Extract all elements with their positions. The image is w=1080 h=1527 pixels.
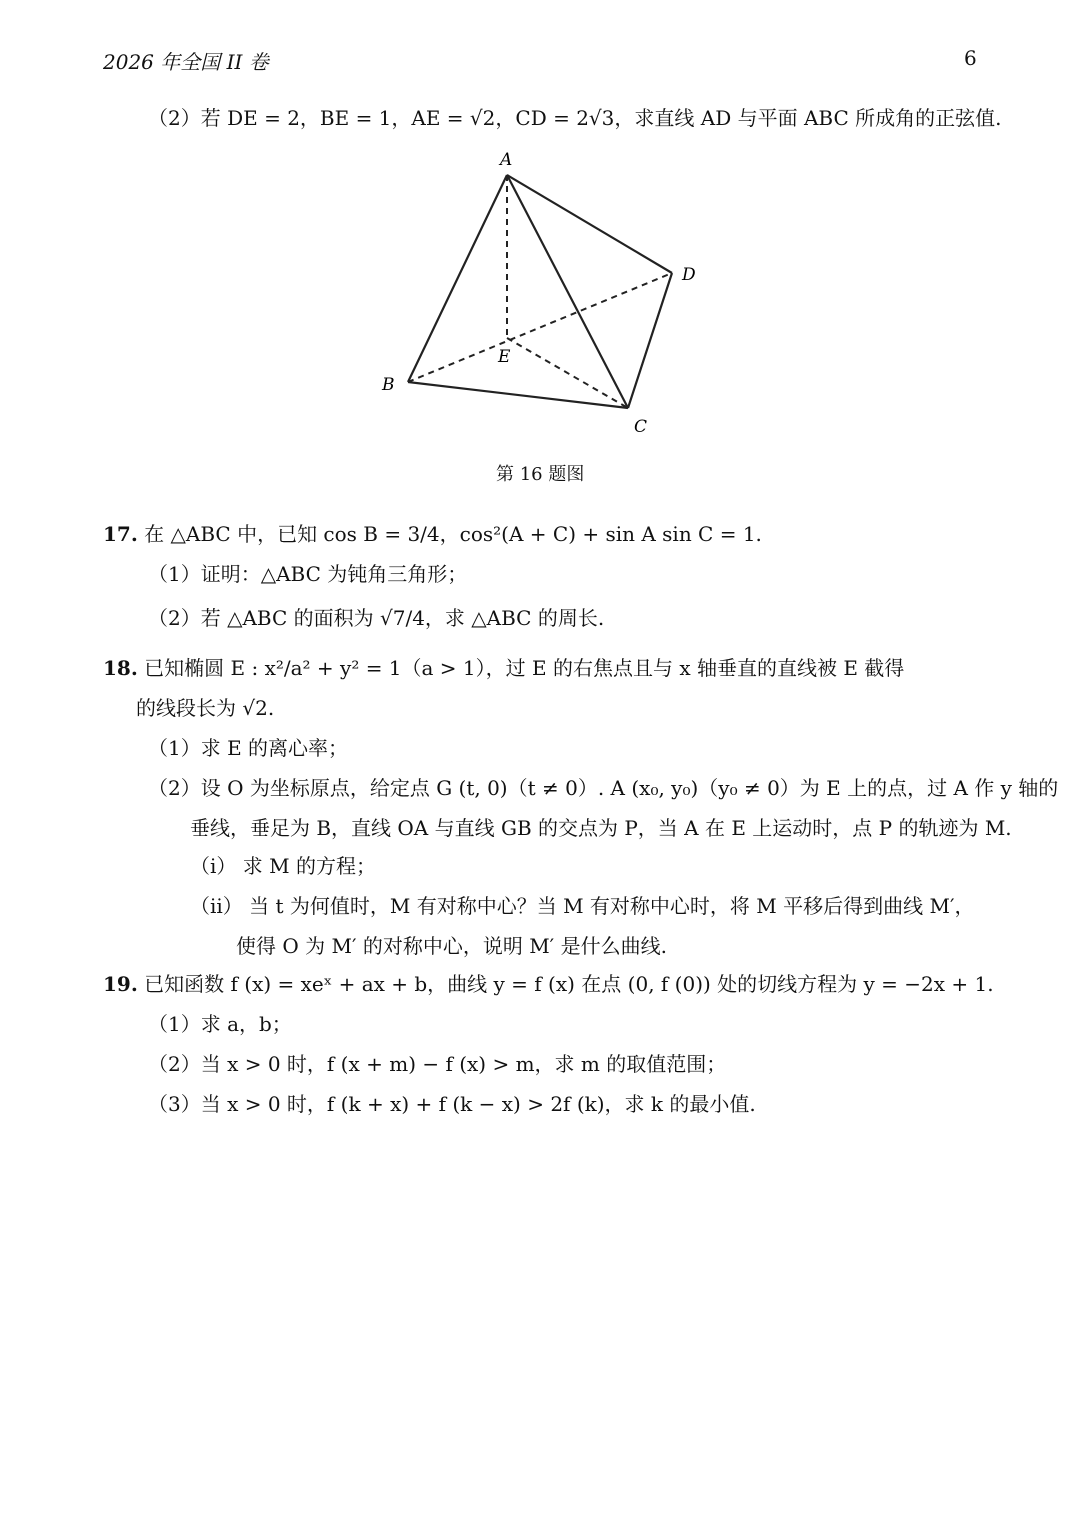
page-number: 6 (964, 46, 977, 70)
q17-number: 17. (103, 522, 138, 546)
figure-caption: 第 16 题图 (496, 464, 585, 485)
q18-part2-line1: （2）设 O 为坐标原点，给定点 G (t, 0)（t ≠ 0）. A (x₀, y₀)（y₀ ≠ 0）为 E 上的点，过 A 作 y 轴的 (148, 776, 1059, 800)
q18-stem-line1: 已知椭圆 E : x²/a² + y² = 1（a > 1），过 E 的右焦点且与 x 轴垂直的直线被 E 截得 (144, 656, 905, 680)
tetrahedron-figure (370, 140, 710, 440)
page-header-title: 2026 年全国 II 卷 (103, 50, 269, 74)
q19-number: 19. (103, 972, 138, 996)
label-b: B (382, 375, 395, 395)
label-d: D (682, 265, 696, 285)
q18-part2-line2: 垂线，垂足为 B，直线 OA 与直线 GB 的交点为 P，当 A 在 E 上运动时，点 P 的轨迹为 M. (190, 816, 1012, 840)
label-e: E (498, 347, 511, 367)
q17-stem: 在 △ABC 中，已知 cos B = 3/4，cos²(A + C) + sin A sin C = 1. (144, 522, 762, 546)
q18-part1: （1）求 E 的离心率； (148, 736, 349, 760)
q18-stem-row (103, 654, 904, 682)
q16-part2: （2）若 DE = 2，BE = 1，AE = √2，CD = 2√3，求直线 AD 与平面 ABC 所成角的正弦值. (148, 106, 1002, 130)
q18-stem-line2: 的线段长为 √2. (136, 696, 275, 720)
edge-ab (408, 175, 507, 382)
edge-dc (628, 273, 672, 408)
edge-bd (408, 273, 672, 382)
label-c: C (634, 417, 648, 437)
label-a: A (500, 150, 513, 170)
q17-stem-row (103, 520, 762, 548)
q19-part3: （3）当 x > 0 时，f (k + x) + f (k − x) > 2f (k)，求 k 的最小值. (148, 1092, 756, 1116)
q17-part2: （2）若 △ABC 的面积为 √7/4，求 △ABC 的周长. (148, 606, 605, 630)
q18-sub-i: （i） 求 M 的方程； (190, 854, 376, 878)
q18-sub-ii-line2: 使得 O 为 M′ 的对称中心，说明 M′ 是什么曲线. (236, 934, 667, 958)
q19-part2: （2）当 x > 0 时，f (x + m) − f (x) > m，求 m 的取值范围； (148, 1052, 727, 1076)
q18-number: 18. (103, 656, 138, 680)
q19-stem-row (103, 970, 994, 998)
edge-bc (408, 382, 628, 408)
q17-part1: （1）证明：△ABC 为钝角三角形； (148, 562, 468, 586)
q19-part1: （1）求 a，b； (148, 1012, 292, 1036)
q18-sub-ii-line1: （ii） 当 t 为何值时，M 有对称中心？当 M 有对称中心时，将 M 平移后得到曲线 M′， (190, 894, 975, 918)
q19-stem: 已知函数 f (x) = xeˣ + ax + b，曲线 y = f (x) 在点 (0, f (0)) 处的切线方程为 y = −2x + 1. (144, 972, 994, 996)
